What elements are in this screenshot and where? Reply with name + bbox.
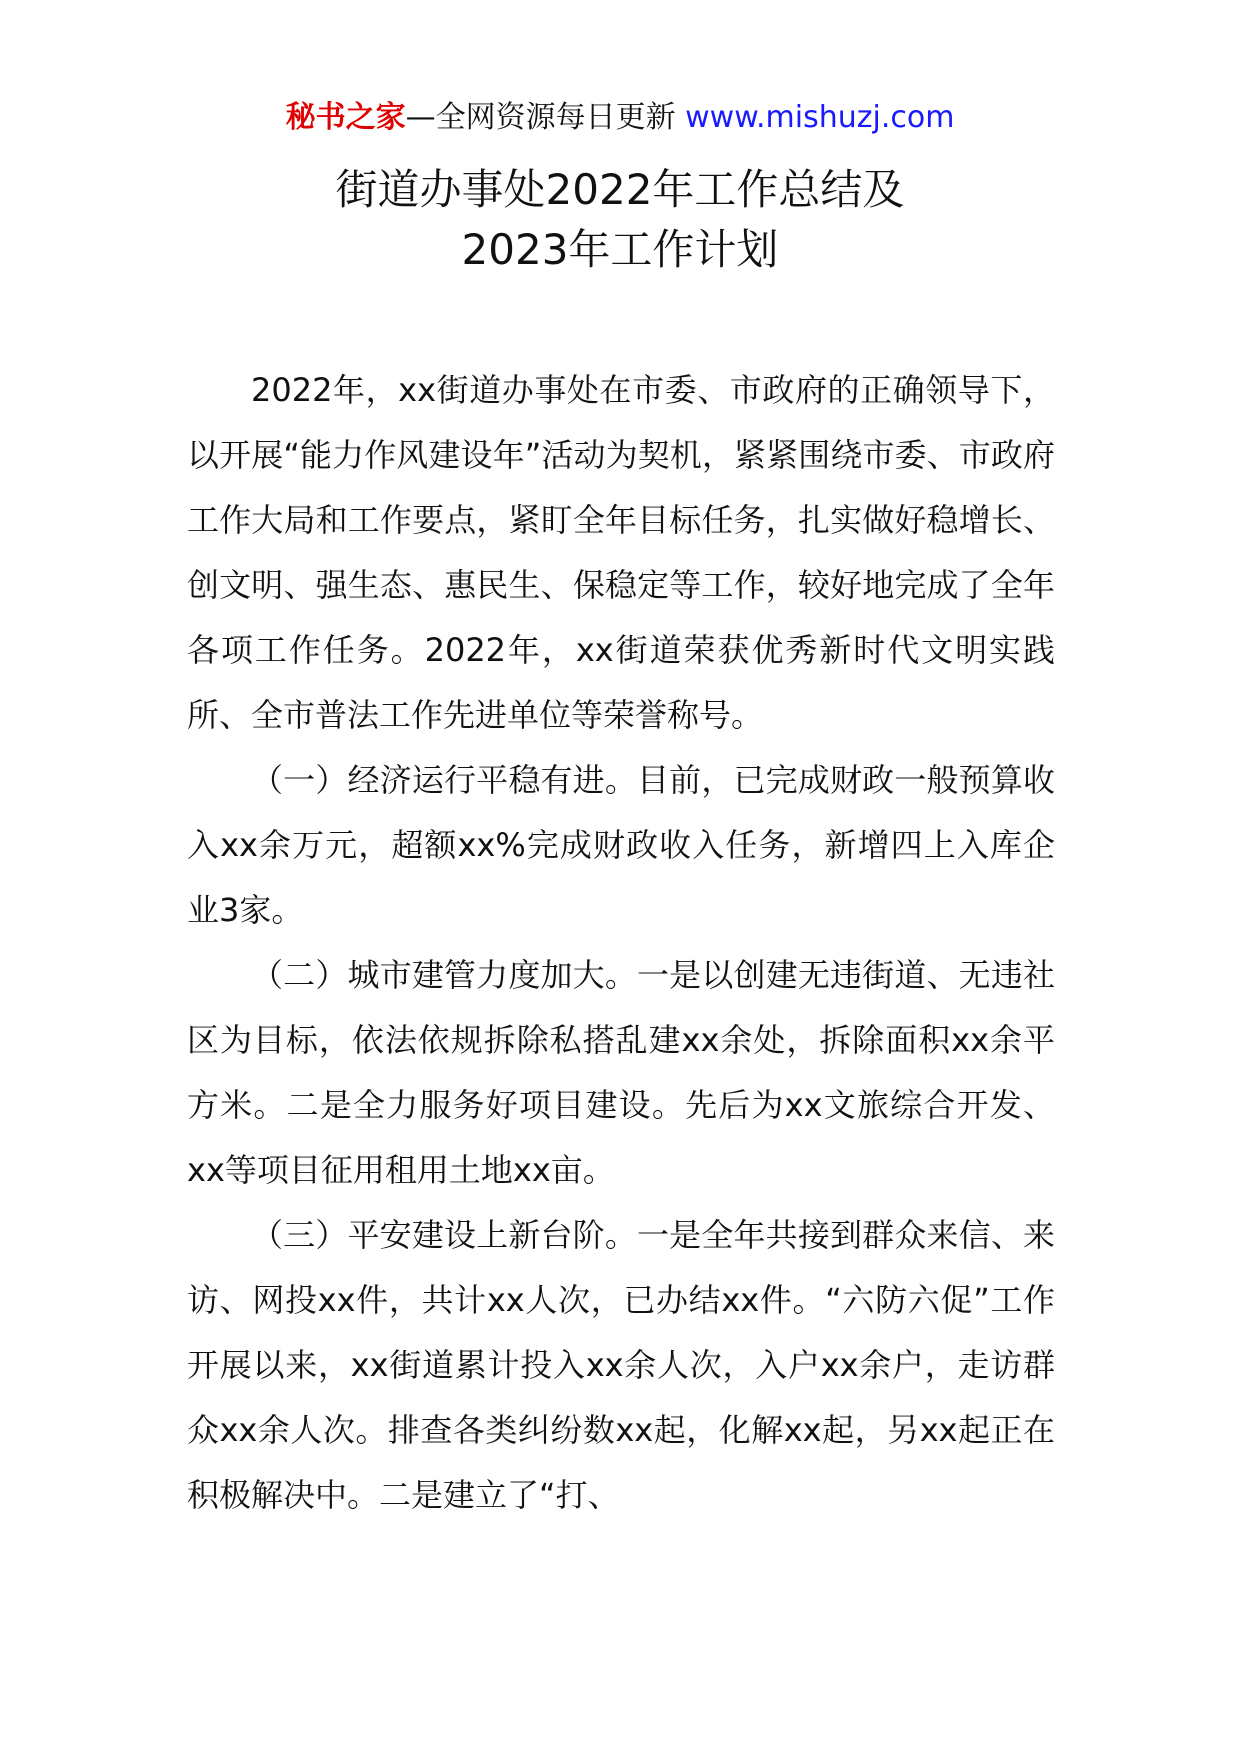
document-title	[0, 160, 1240, 280]
section-urban-management-paragraph: （二）城市建管力度加大。一是以创建无违街道、无违社区为目标，依法依规拆除私搭乱建xx余处，拆除面积xx余平方米。二是全力服务好项目建设。先后为xx文旅综合开发、xx等项目征用租用土地xx亩。	[187, 956, 1055, 1189]
site-header	[0, 98, 1240, 138]
site-tagline: —全网资源每日更新	[405, 100, 686, 135]
site-url-link[interactable]: www.mishuzj.com	[685, 100, 955, 135]
document-body	[187, 358, 1055, 1528]
section-economy-paragraph: （一）经济运行平稳有进。目前，已完成财政一般预算收入xx余万元，超额xx%完成财政收入任务，新增四上入库企业3家。	[187, 761, 1055, 929]
intro-paragraph: 2022年，xx街道办事处在市委、市政府的正确领导下，以开展“能力作风建设年”活动为契机，紧紧围绕市委、市政府工作大局和工作要点，紧盯全年目标任务，扎实做好稳增长、创文明、强生态、惠民生、保稳定等工作，较好地完成了全年各项工作任务。2022年，xx街道荣获优秀新时代文明实践所、全市普法工作先进单位等荣誉称号。	[187, 371, 1055, 734]
site-brand: 秘书之家	[285, 100, 406, 135]
title-line-2: 2023年工作计划	[461, 225, 779, 274]
title-line-1: 街道办事处2022年工作总结及	[335, 165, 905, 214]
section-public-safety-paragraph: （三）平安建设上新台阶。一是全年共接到群众来信、来访、网投xx件，共计xx人次，已办结xx件。“六防六促”工作开展以来，xx街道累计投入xx余人次，入户xx余户，走访群众xx余人次。排查各类纠纷数xx起，化解xx起，另xx起正在积极解决中。二是建立了“打、	[187, 1216, 1055, 1514]
